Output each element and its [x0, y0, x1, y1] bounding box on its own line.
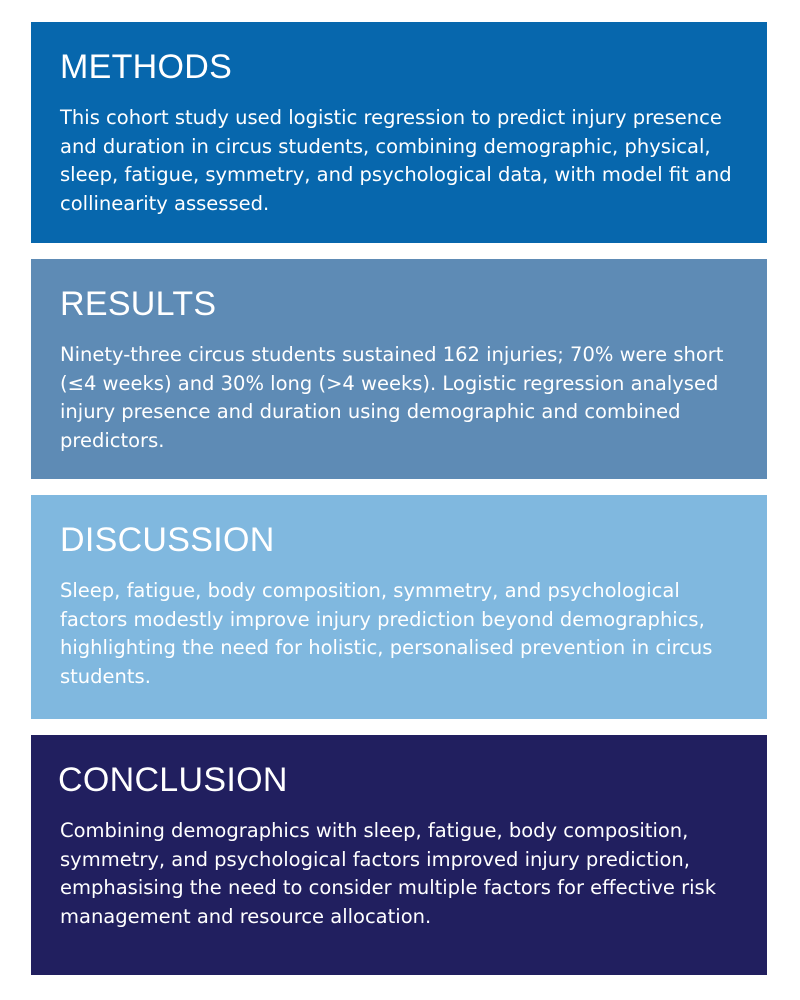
discussion-heading: DISCUSSION: [60, 521, 275, 559]
methods-panel: [31, 22, 767, 243]
methods-text: This cohort study used logistic regression to predict injury presence and duration in circus students, combining demographic, physical, sleep, fatigue, symmetry, and psychological data, with model fit and collinearity assessed.: [60, 106, 732, 215]
conclusion-panel: [31, 735, 767, 975]
results-text: Ninety-three circus students sustained 162 injuries; 70% were short (≤4 weeks) and 30% long (>4 weeks). Logistic regression analysed injury presence and duration using demographic and combined predictors.: [60, 343, 724, 452]
results-heading: RESULTS: [60, 285, 217, 323]
discussion-panel: [31, 495, 767, 719]
conclusion-text: Combining demographics with sleep, fatigue, body composition, symmetry, and psychological factors improved injury prediction, emphasising the need to consider multiple factors for effective risk management and resource allocation.: [60, 819, 717, 928]
conclusion-heading: CONCLUSION: [58, 761, 288, 799]
methods-heading: METHODS: [60, 48, 233, 86]
results-panel: [31, 259, 767, 479]
discussion-text: Sleep, fatigue, body composition, symmetry, and psychological factors modestly improve injury prediction beyond demographics, highlighting the need for holistic, personalised prevention in circus students.: [60, 579, 713, 688]
